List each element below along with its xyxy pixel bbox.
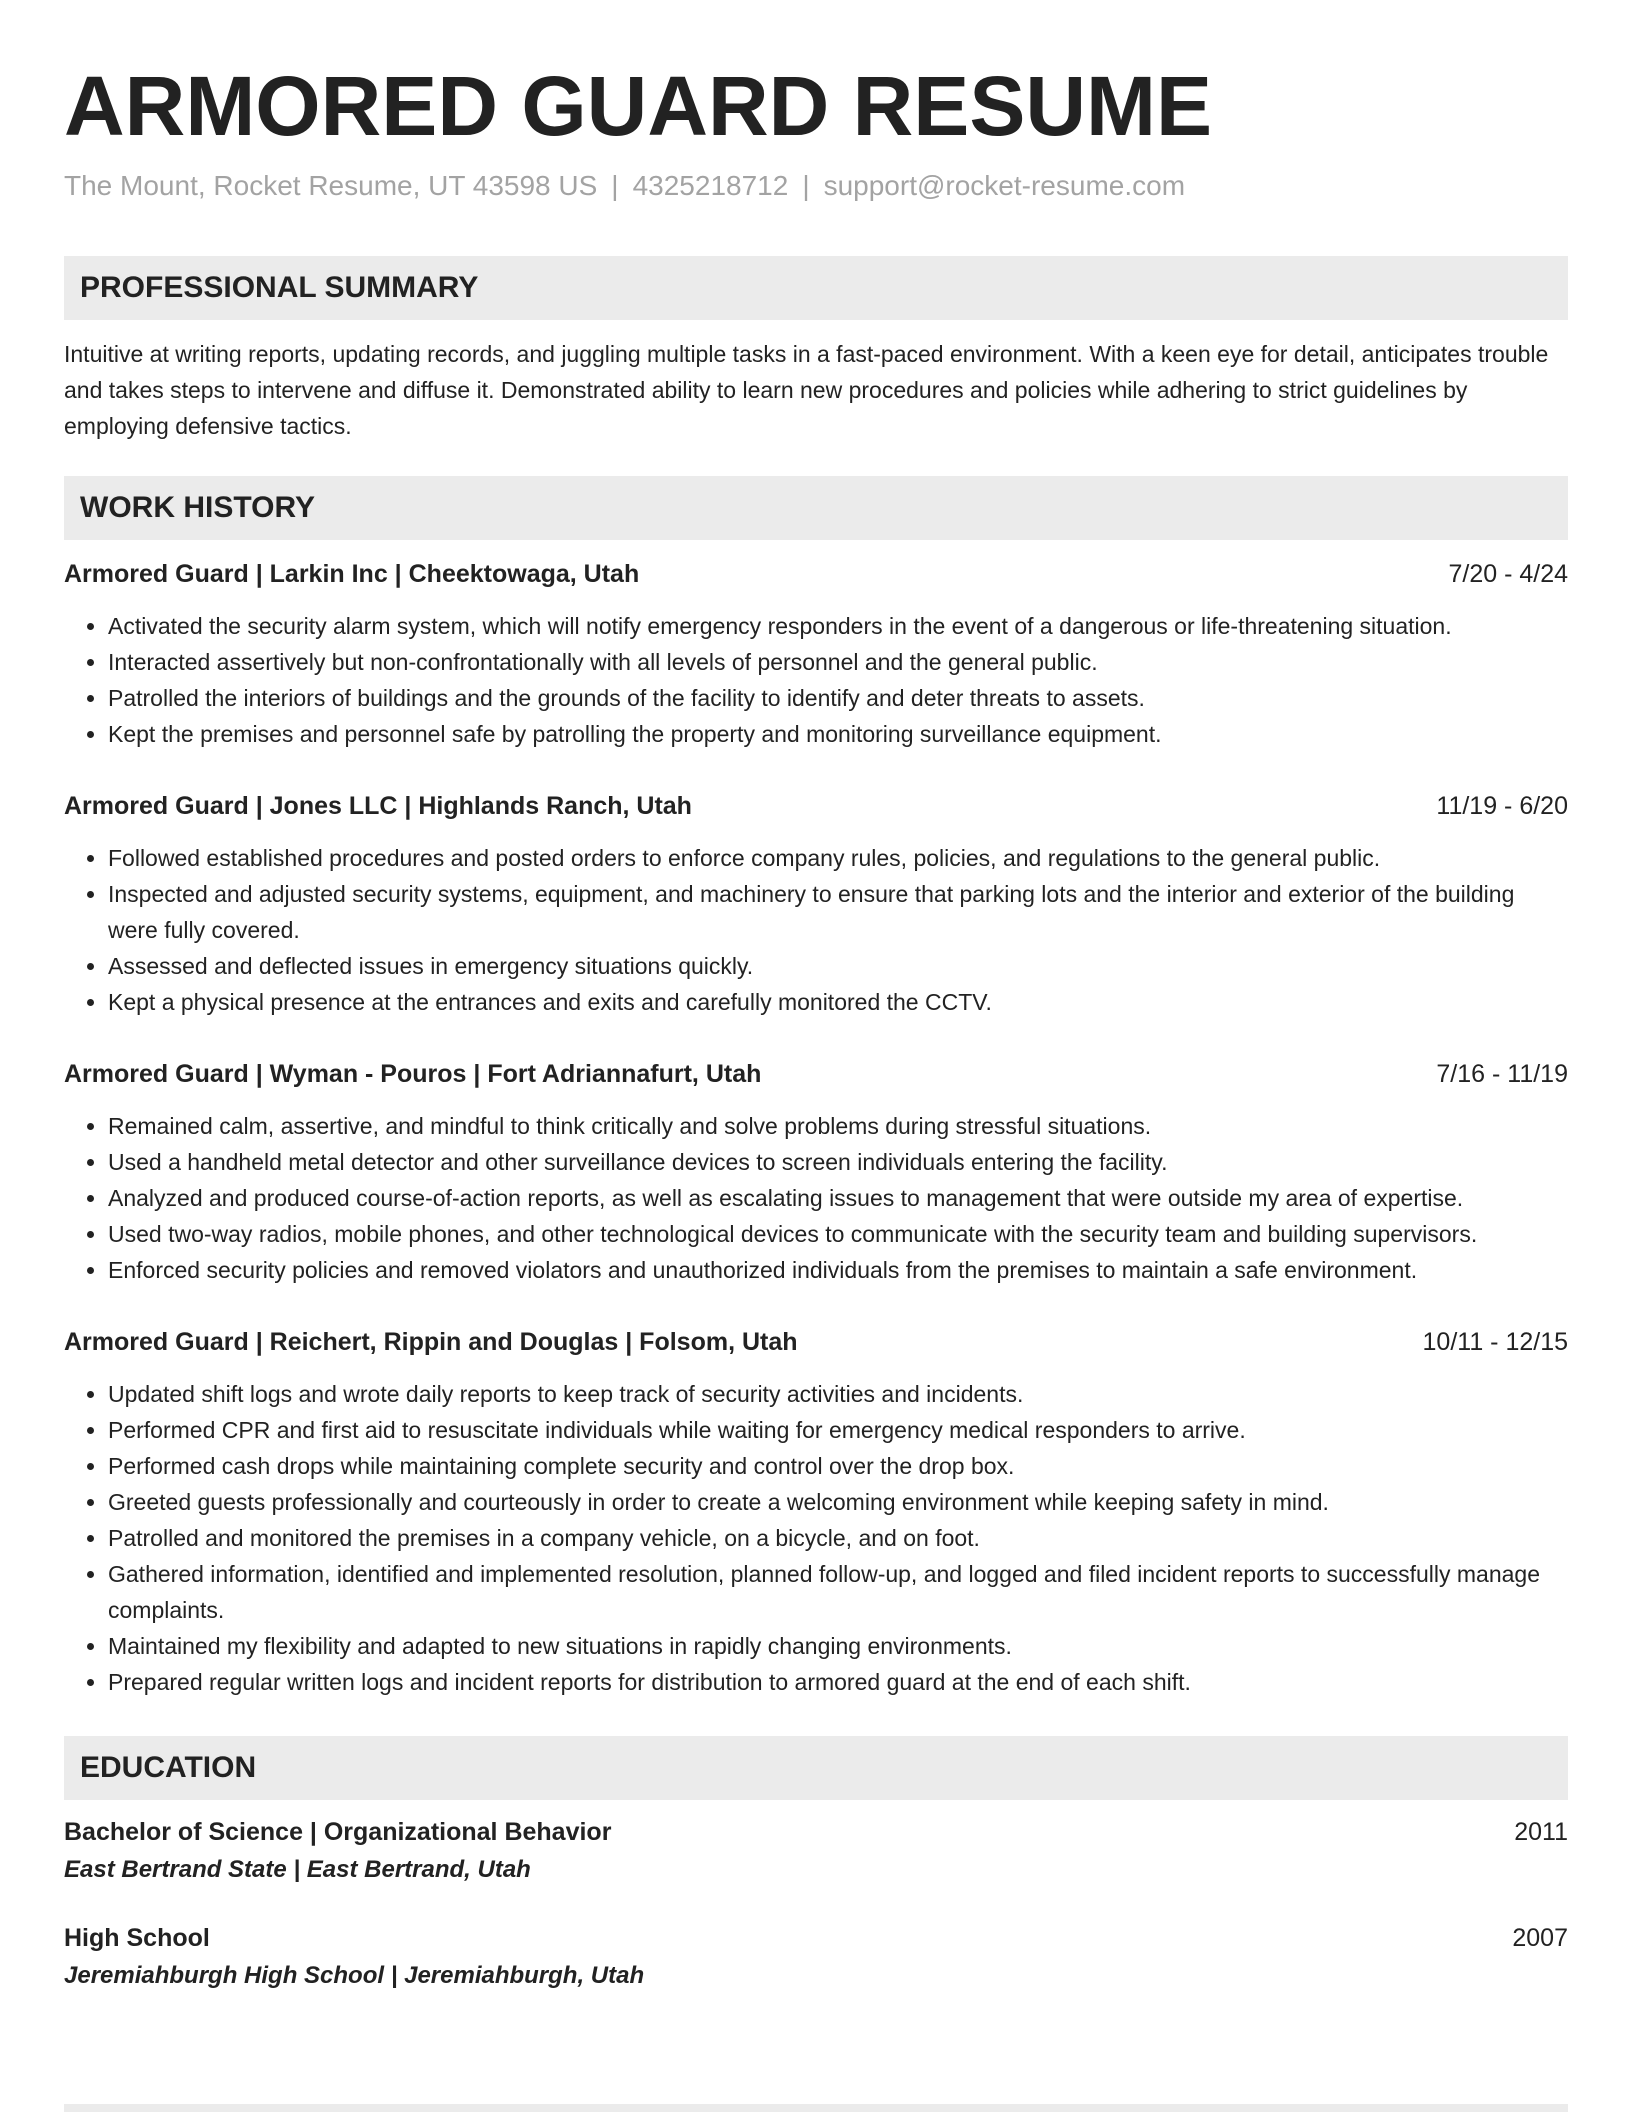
job-bullet: • Activated the security alarm system, which will notify emergency responders in the event of a dangerous or life-threatening situation. xyxy=(108,608,1568,644)
contact-address: The Mount, Rocket Resume, UT 43598 US xyxy=(64,170,598,201)
job-entry xyxy=(64,1324,1568,1700)
job-bullet: • Followed established procedures and posted orders to enforce company rules, policies, and regulations to the general public. xyxy=(108,840,1568,876)
job-header xyxy=(64,556,1568,592)
section-header-education: EDUCATION xyxy=(64,1736,1568,1800)
education-year: 2011 xyxy=(1514,1818,1568,1846)
education-degree: Bachelor of Science | Organizational Behavior xyxy=(64,1818,612,1846)
job-bullet: • Used two-way radios, mobile phones, and other technological devices to communicate with the security team and building supervisors. xyxy=(108,1216,1568,1252)
education-degree: High School xyxy=(64,1924,210,1952)
summary-text: Intuitive at writing reports, updating records, and juggling multiple tasks in a fast-paced environment. With a keen eye for detail, anticipates trouble and takes steps to intervene and diffuse it. Demonstrated ability to learn new procedures and policies while adhering to strict guidelines by employing defensive tactics. xyxy=(64,341,1549,439)
section-header-work-history: WORK HISTORY xyxy=(64,476,1568,540)
education-header xyxy=(64,1814,1568,1850)
job-header xyxy=(64,788,1568,824)
job-bullets xyxy=(64,840,1568,1020)
education-header xyxy=(64,1920,1568,1956)
job-title: Armored Guard | Wyman - Pouros | Fort Adriannafurt, Utah xyxy=(64,1060,762,1088)
job-title: Armored Guard | Larkin Inc | Cheektowaga, Utah xyxy=(64,560,640,588)
education-school: Jeremiahburgh High School | Jeremiahburgh, Utah xyxy=(64,1962,645,1989)
job-bullet: • Updated shift logs and wrote daily reports to keep track of security activities and incidents. xyxy=(108,1376,1568,1412)
job-bullet: • Patrolled the interiors of buildings and the grounds of the facility to identify and deter threats to assets. xyxy=(108,680,1568,716)
bottom-section-band xyxy=(64,2104,1568,2112)
job-header xyxy=(64,1056,1568,1092)
contact-line xyxy=(64,168,1568,204)
job-title: Armored Guard | Jones LLC | Highlands Ranch, Utah xyxy=(64,792,692,820)
job-bullet: • Inspected and adjusted security systems, equipment, and machinery to ensure that parking lots and the interior and exterior of the building were fully covered. xyxy=(108,876,1568,948)
job-dates: 11/19 - 6/20 xyxy=(1436,792,1568,820)
education-school: East Bertrand State | East Bertrand, Utah xyxy=(64,1856,531,1883)
job-bullet: • Kept the premises and personnel safe by patrolling the property and monitoring surveillance equipment. xyxy=(108,716,1568,752)
education-entry xyxy=(64,1814,1568,1890)
job-bullet: • Patrolled and monitored the premises in a company vehicle, on a bicycle, and on foot. xyxy=(108,1520,1568,1556)
job-bullet: • Prepared regular written logs and incident reports for distribution to armored guard at the end of each shift. xyxy=(108,1664,1568,1700)
job-bullet: • Interacted assertively but non-confrontationally with all levels of personnel and the general public. xyxy=(108,644,1568,680)
resume-page xyxy=(64,0,1568,1996)
job-bullets xyxy=(64,1376,1568,1700)
job-dates: 7/20 - 4/24 xyxy=(1448,560,1568,588)
contact-separator: | xyxy=(611,170,619,201)
job-entry xyxy=(64,788,1568,1020)
job-bullet: • Enforced security policies and removed violators and unauthorized individuals from the premises to maintain a safe environment. xyxy=(108,1252,1568,1288)
contact-phone: 4325218712 xyxy=(632,170,789,201)
job-title: Armored Guard | Reichert, Rippin and Douglas | Folsom, Utah xyxy=(64,1328,798,1356)
contact-email: support@rocket-resume.com xyxy=(823,170,1186,201)
job-bullet: • Greeted guests professionally and courteously in order to create a welcoming environment while keeping safety in mind. xyxy=(108,1484,1568,1520)
job-bullets xyxy=(64,608,1568,752)
job-dates: 10/11 - 12/15 xyxy=(1422,1328,1568,1356)
job-bullet: • Analyzed and produced course-of-action reports, as well as escalating issues to management that were outside my area of expertise. xyxy=(108,1180,1568,1216)
job-bullets xyxy=(64,1108,1568,1288)
job-bullet: • Used a handheld metal detector and other surveillance devices to screen individuals entering the facility. xyxy=(108,1144,1568,1180)
job-bullet: • Performed cash drops while maintaining complete security and control over the drop box. xyxy=(108,1448,1568,1484)
job-entry xyxy=(64,1056,1568,1288)
education-year: 2007 xyxy=(1512,1924,1568,1952)
job-bullet: • Maintained my flexibility and adapted to new situations in rapidly changing environments. xyxy=(108,1628,1568,1664)
job-bullet: • Kept a physical presence at the entrances and exits and carefully monitored the CCTV. xyxy=(108,984,1568,1020)
job-bullet: • Assessed and deflected issues in emergency situations quickly. xyxy=(108,948,1568,984)
job-bullet: • Performed CPR and first aid to resuscitate individuals while waiting for emergency medical responders to arrive. xyxy=(108,1412,1568,1448)
job-dates: 7/16 - 11/19 xyxy=(1436,1060,1568,1088)
section-header-summary: PROFESSIONAL SUMMARY xyxy=(64,256,1568,320)
contact-separator: | xyxy=(802,170,810,201)
resume-title: ARMORED GUARD RESUME xyxy=(64,59,1213,153)
education-entry xyxy=(64,1920,1568,1996)
job-header xyxy=(64,1324,1568,1360)
job-entry xyxy=(64,556,1568,752)
job-bullet: • Gathered information, identified and implemented resolution, planned follow-up, and logged and filed incident reports to successfully manage complaints. xyxy=(108,1556,1568,1628)
job-bullet: • Remained calm, assertive, and mindful to think critically and solve problems during stressful situations. xyxy=(108,1108,1568,1144)
